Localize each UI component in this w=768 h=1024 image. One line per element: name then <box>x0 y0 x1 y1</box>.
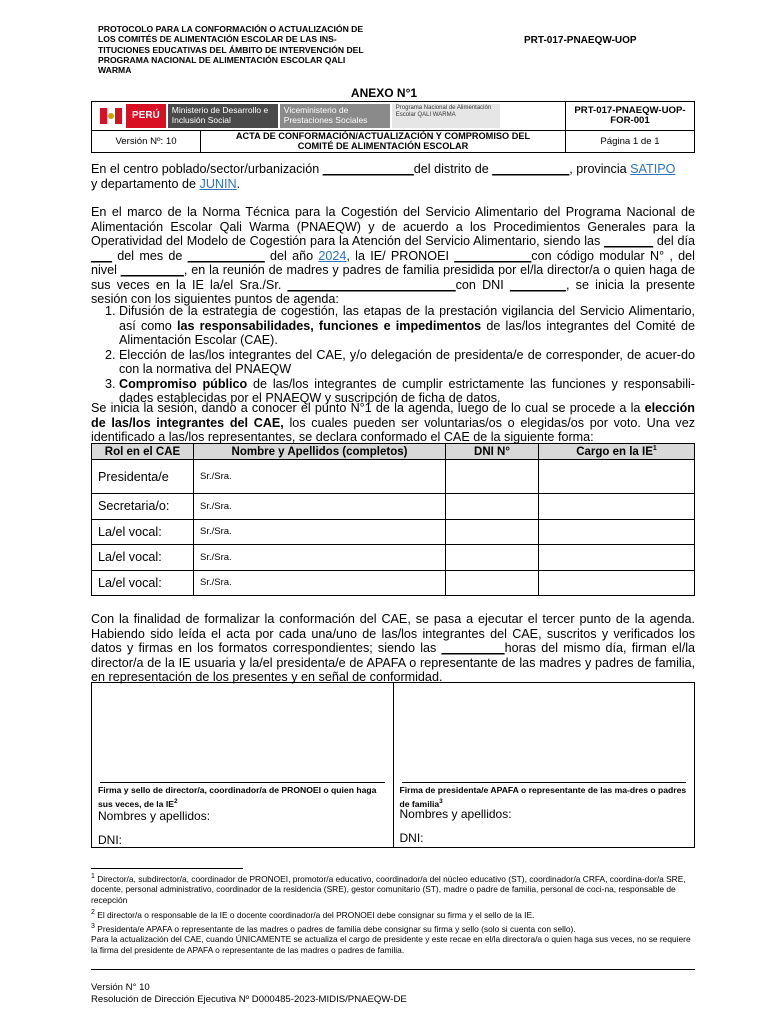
role-cell: La/el vocal: <box>92 519 194 545</box>
logo-cell <box>92 102 566 131</box>
position-cell[interactable] <box>539 519 695 545</box>
position-cell[interactable] <box>539 460 695 494</box>
department-value[interactable]: JUNIN <box>199 176 237 191</box>
role-cell: Presidenta/e <box>92 460 194 494</box>
signature-line <box>402 782 687 783</box>
role-cell: La/el vocal: <box>92 570 194 596</box>
dni-cell[interactable] <box>446 545 539 571</box>
framework-paragraph: En el marco de la Norma Técnica para la Cogestión del Servicio Alimentario del Programa Nacional de Alimentación Escolar Qali Warma (PNAEQW) y de acuerdo a los Procedimientos Generales para la Operatividad del Modelo de Cogestión para la Atención del Servicio Alimentario, siendo las _______ del día ___ del mes de ___________ del año 2024, la IE/ PRONOEI ___________con código modular N° , del nivel _________, en la reunión de madres y padres de familia presidida por el/la director/a o quien haga de sus veces en la IE la/el Sra./Sr. ________________________con DNI ________, se inicia la presente sesión con los siguientes puntos de agenda: <box>91 205 696 306</box>
table-row <box>92 545 695 571</box>
name-cell[interactable]: Sr./Sra. <box>194 494 446 520</box>
col-header-role: Rol en el CAE <box>92 444 194 460</box>
footer-resolution: Resolución de Dirección Ejecutiva Nº D000485-2023-MIDIS/PNAEQW-DE <box>91 994 407 1005</box>
dni-cell[interactable] <box>446 460 539 494</box>
form-title: ACTA DE CONFORMACIÓN/ACTUALIZACIÓN Y COMPROMISO DEL COMITÉ DE ALIMENTACIÓN ESCOLAR <box>235 131 531 151</box>
logo-ministry: Ministerio de Desarrollo e Inclusión Social <box>168 104 278 128</box>
footnote-2: $^2$ El director/a o responsable de la IE o docente coordinador/a del PRONOEI debe consignar su firma y el sello de la IE. <box>91 909 535 920</box>
footnote-1: $^1$ Director/a, subdirector/a, coordinador de PRONOEI, promotor/a educativo, coordinador/a del núcleo educativo (ST), coordinador/a CRFA, coordina-dor/a SRE, docente, personal administrativo, coordinador de la residencia (SRE), gestor comunitario (ST), madre o padre de familia, personal de coci-na, responsable de recepción <box>91 873 686 905</box>
province-value[interactable]: SATIPO <box>630 162 676 176</box>
page-number: Página 1 de 1 <box>566 131 695 153</box>
name-cell[interactable]: Sr./Sra. <box>194 570 446 596</box>
director-signature-box[interactable] <box>92 683 394 848</box>
session-paragraph: Se inicia la sesión, dando a conocer el punto N°1 de la agenda, luego de lo cual se procede a la elección de las/los integrantes del CAE, los cuales pueden ser voluntarias/os o elegidas/os por voto. Una vez identificado a las/los representantes, se declara conformado el CAE de la siguiente forma: <box>91 401 695 444</box>
col-header-position: Cargo en la $IE^1$ <box>539 444 695 460</box>
footer-divider <box>91 969 695 970</box>
position-cell[interactable] <box>539 494 695 520</box>
col-header-dni: DNI N° <box>446 444 539 460</box>
signature-line <box>100 782 385 783</box>
dni-label: DNI: <box>399 831 424 845</box>
agenda-list <box>91 304 695 406</box>
table-row <box>92 570 695 596</box>
name-cell[interactable]: Sr./Sra. <box>194 519 446 545</box>
intro-paragraph: En el centro poblado/sector/urbanización _____________del distrito de ___________, provincia SATIPO y departamento de JUNIN. <box>91 162 676 191</box>
footer-version: Versión N° 10 <box>91 982 150 993</box>
position-cell[interactable] <box>539 545 695 571</box>
role-cell: Secretaria/o: <box>92 494 194 520</box>
form-code: PRT-017-PNAEQW-UOP-FOR-001 <box>566 102 695 131</box>
footnote-divider <box>91 868 243 869</box>
annex-title: ANEXO N°1 <box>350 86 418 100</box>
director-signature-caption: Firma y sello de director/a, coordinador/a de PRONOEI o quien haga sus veces, de la $IE^2$ <box>98 785 377 809</box>
dni-cell[interactable] <box>446 570 539 596</box>
apafa-signature-caption: Firma de presidenta/e APAFA o representante de las ma-dres o padres de familia$^3$ <box>399 785 687 809</box>
signature-table <box>91 682 695 848</box>
role-cell: La/el vocal: <box>92 545 194 571</box>
agenda-item: 2. Elección de las/los integrantes del CAE, y/o delegación de presidenta/e de corresponder, de acuer-do con la normativa del PNAEQW <box>119 348 695 377</box>
names-label: Nombres y apellidos: <box>399 807 512 821</box>
name-cell[interactable]: Sr./Sra. <box>194 545 446 571</box>
cae-table <box>91 443 695 596</box>
logo-viceministry: Viceministerio de Prestaciones Sociales <box>280 104 390 128</box>
logo-peru: PERÚ <box>126 104 166 128</box>
table-row <box>92 519 695 545</box>
footer <box>91 982 407 1006</box>
closing-paragraph: Con la finalidad de formalizar la conformación del CAE, se pasa a ejecutar el tercer punto de la agenda. Habiendo sido leída el acta por cada una/uno de las/los integrantes del CAE, suscritos y verificados los datos y firmas en los formatos correspondientes; siendo las _________horas del mismo día, firman el/la director/a de la IE usuaria y la/el presidenta/e de APAFA o representante de las madres y padres de familia, en representación de los presentes y en señal de conformidad. <box>91 612 695 684</box>
header-table <box>91 101 695 153</box>
names-label: Nombres y apellidos: <box>98 809 211 823</box>
dni-cell[interactable] <box>446 519 539 545</box>
col-header-name: Nombre y Apellidos (completos) <box>194 444 446 460</box>
protocol-title: PROTOCOLO PARA LA CONFORMACIÓN O ACTUALIZACIÓN DE LOS COMITÉS DE ALIMENTACIÓN ESCOLAR DE LAS INS-TITUCIONES EDUCATIVAS DEL ÁMBITO DE INTERVENCIÓN DEL PROGRAMA NACIONAL DE ALIMENTACIÓN ESCOLAR QALI WARMA <box>98 24 364 76</box>
dni-cell[interactable] <box>446 494 539 520</box>
document-code: PRT-017-PNAEQW-UOP <box>524 35 637 46</box>
logo-program: Programa Nacional de Alimentación Escolar QALI WARMA <box>392 104 500 128</box>
peru-shield-icon <box>100 108 122 124</box>
agenda-item: 1. Difusión de la estrategia de cogestión, las etapas de la prestación vigilancia del Servicio Alimentario, así como las responsabilidades, funciones e impedimentos de las/los integrantes del Comité de Alimentación Escolar (CAE). <box>119 304 695 348</box>
table-row <box>92 494 695 520</box>
table-row <box>92 460 695 494</box>
apafa-signature-box[interactable] <box>393 683 695 848</box>
dni-label: DNI: <box>98 833 122 847</box>
position-cell[interactable] <box>539 570 695 596</box>
agenda-item: 3. Compromiso público de las/los integrantes de cumplir estrictamente las funciones y responsabili-dades establecidas por el PNAEQW y suscripción de ficha de datos. <box>119 377 695 406</box>
year-value[interactable]: 2024 <box>318 248 347 263</box>
footnote-3: $^3$ Presidenta/e APAFA o representante de las madres o padres de familia debe consignar su firma y sello (solo si cuenta con sello). Para la actualización del CAE, cuando ÚNICAMENTE se actualiza el cargo de presidente y este recae en el/la directora/a o quien haga sus veces, no se requiere la firma del presidente de APAFA o representante de las madres o padres de familia. <box>91 923 691 955</box>
version-label: Versión Nº: 10 <box>92 131 201 152</box>
name-cell[interactable]: Sr./Sra. <box>194 460 446 494</box>
